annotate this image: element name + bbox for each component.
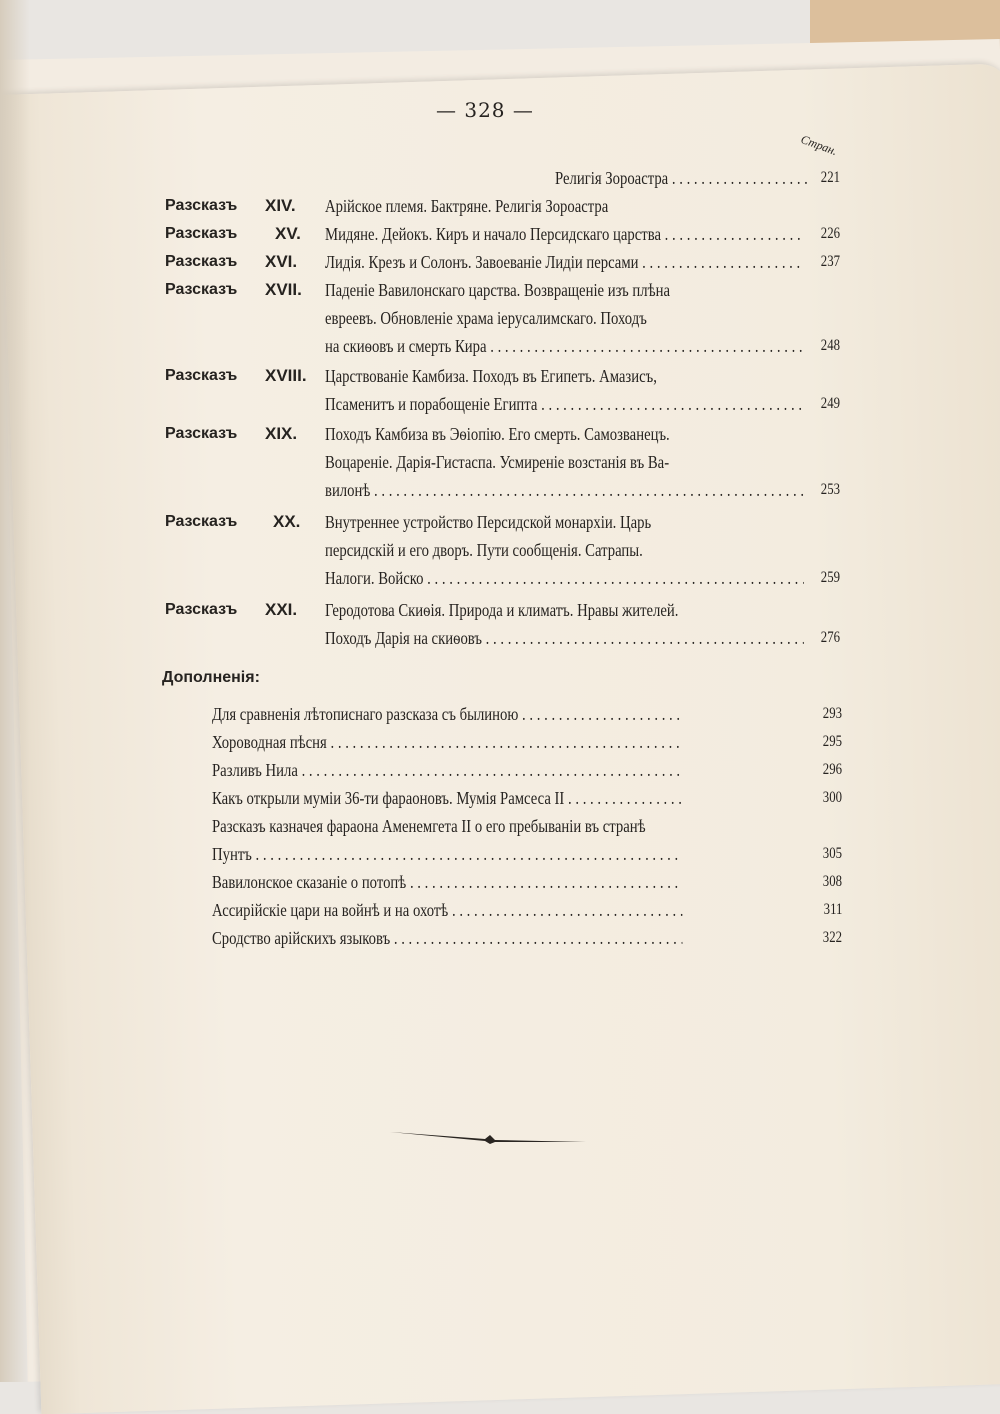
toc-entry-cont (165, 392, 840, 416)
entry-page: 249 (820, 395, 840, 412)
entry-page: 276 (820, 629, 840, 646)
entry-number: XX. (273, 512, 301, 531)
entry-page: 248 (820, 337, 840, 354)
entry-number: XIX. (265, 424, 298, 443)
entry-text: Внутреннее устройство Персидской монархіи. Царь (325, 512, 652, 532)
entry-label: Разсказъ (165, 225, 238, 242)
entry-text: Какъ открыли муміи 36-ти фараоновъ. Мумія Рамсеса II . . . (212, 786, 682, 810)
toc-entry (165, 250, 840, 274)
supplement-entry (212, 926, 842, 950)
toc-entry-cont (165, 566, 840, 590)
entry-page: 295 (822, 733, 842, 750)
entry-text: Пунтъ . . . (212, 842, 682, 866)
toc-entry (165, 278, 840, 302)
entry-page: 300 (822, 789, 842, 806)
entry-text: вилонѣ . . . (325, 478, 804, 502)
entry-text: Религія Зороастра . . . (555, 166, 807, 190)
entry-page: 311 (823, 901, 842, 918)
toc-entry (165, 510, 840, 534)
entry-text: Мидяне. Дейокъ. Киръ и начало Персидскаго царства . . . (325, 222, 804, 246)
supplement-entry (212, 814, 842, 838)
ornament-divider-icon (390, 1130, 586, 1144)
entry-page: 305 (822, 845, 842, 862)
entry-number: XVI. (265, 252, 298, 271)
entry-text: Лидія. Крезъ и Солонъ. Завоеваніе Лидіи персами . . . (325, 250, 804, 274)
entry-text: Разливъ Нила . . . (212, 758, 682, 782)
entry-label: Разсказъ (165, 367, 238, 384)
entry-page: 322 (822, 929, 842, 946)
supplement-entry (212, 758, 842, 782)
entry-text: Походъ Дарія на скиѳовъ . . . (325, 626, 804, 650)
entry-text: Налоги. Войско . . . (325, 566, 804, 590)
entry-page: 296 (822, 761, 842, 778)
entry-text: Паденіе Вавилонскаго царства. Возвращеніе изъ плѣна (325, 280, 671, 300)
toc-entry-cont (165, 450, 840, 474)
entry-number: XVIII. (265, 366, 307, 385)
entry-text: Сродство арійскихъ языковъ . . . (212, 926, 682, 950)
entry-text: Разсказъ казначея фараона Аменемгета II о его пребываніи въ странѣ (212, 816, 646, 836)
entry-number: XXI. (265, 600, 298, 619)
supplement-entry (212, 870, 842, 894)
entry-text: персидскій и его дворъ. Пути сообщенія. Сатрапы. (325, 540, 643, 560)
entry-text: Геродотова Скиѳія. Природа и климатъ. Нравы жителей. (325, 600, 679, 620)
entry-text: Царствованіе Камбиза. Походъ въ Египетъ. Амазисъ, (325, 366, 657, 386)
toc-entry (165, 222, 840, 246)
supplement-entry (212, 898, 842, 922)
entry-label: Разсказъ (165, 281, 238, 298)
entry-number: XV. (275, 224, 301, 243)
toc-entry (165, 166, 840, 190)
toc-entry-cont (165, 538, 840, 562)
toc-entry (165, 194, 840, 218)
entry-page: 308 (822, 873, 842, 890)
supplement-entry-cont (212, 842, 842, 866)
supplements-title: Дополненія: (162, 669, 260, 686)
page-column-header: Стран. (798, 131, 840, 159)
entry-number: XIV. (265, 196, 296, 215)
entry-text: Походъ Камбиза въ Эѳіопію. Его смерть. Самозванецъ. (325, 424, 670, 444)
supplement-entry (212, 702, 842, 726)
toc-entry-cont (165, 334, 840, 358)
entry-label: Разсказъ (165, 197, 238, 214)
entry-page: 293 (822, 705, 842, 722)
supplement-entry (212, 730, 842, 754)
entry-number: XVII. (265, 280, 302, 299)
entry-text: Вавилонское сказаніе о потопѣ . . . (212, 870, 682, 894)
entry-page: 253 (820, 481, 840, 498)
entry-text: на скиѳовъ и смерть Кира . . . (325, 334, 804, 358)
entry-label: Разсказъ (165, 425, 238, 442)
entry-text: Ассирійскіе цари на войнѣ и на охотѣ . . . (212, 898, 682, 922)
toc-entry-cont (165, 306, 840, 330)
toc-entry-cont (165, 478, 840, 502)
entry-page: 226 (820, 225, 840, 242)
entry-text: Хороводная пѣсня . . . (212, 730, 682, 754)
entry-page: 237 (820, 253, 840, 270)
entry-text: Воцареніе. Дарія-Гистаспа. Усмиреніе возстанія въ Ва- (325, 452, 670, 472)
entry-text: евреевъ. Обновленіе храма іерусалимскаго. Походъ (325, 308, 647, 328)
entry-label: Разсказъ (165, 253, 238, 270)
supplement-entry (212, 786, 842, 810)
page-number: — 328 — (436, 98, 534, 122)
entry-text: Для сравненія лѣтописнаго разсказа съ былиною . . . (212, 702, 682, 726)
entry-text: Арійское племя. Бактряне. Религія Зороастра (325, 196, 609, 216)
toc-entry (165, 422, 840, 446)
entry-page: 259 (820, 569, 840, 586)
entry-page: 221 (820, 169, 840, 186)
entry-label: Разсказъ (165, 513, 238, 530)
toc-entry-cont (165, 626, 840, 650)
entry-text: Псаменитъ и порабощеніе Египта . . . (325, 392, 804, 416)
entry-label: Разсказъ (165, 601, 238, 618)
toc-entry (165, 598, 840, 622)
toc-entry (165, 364, 840, 388)
